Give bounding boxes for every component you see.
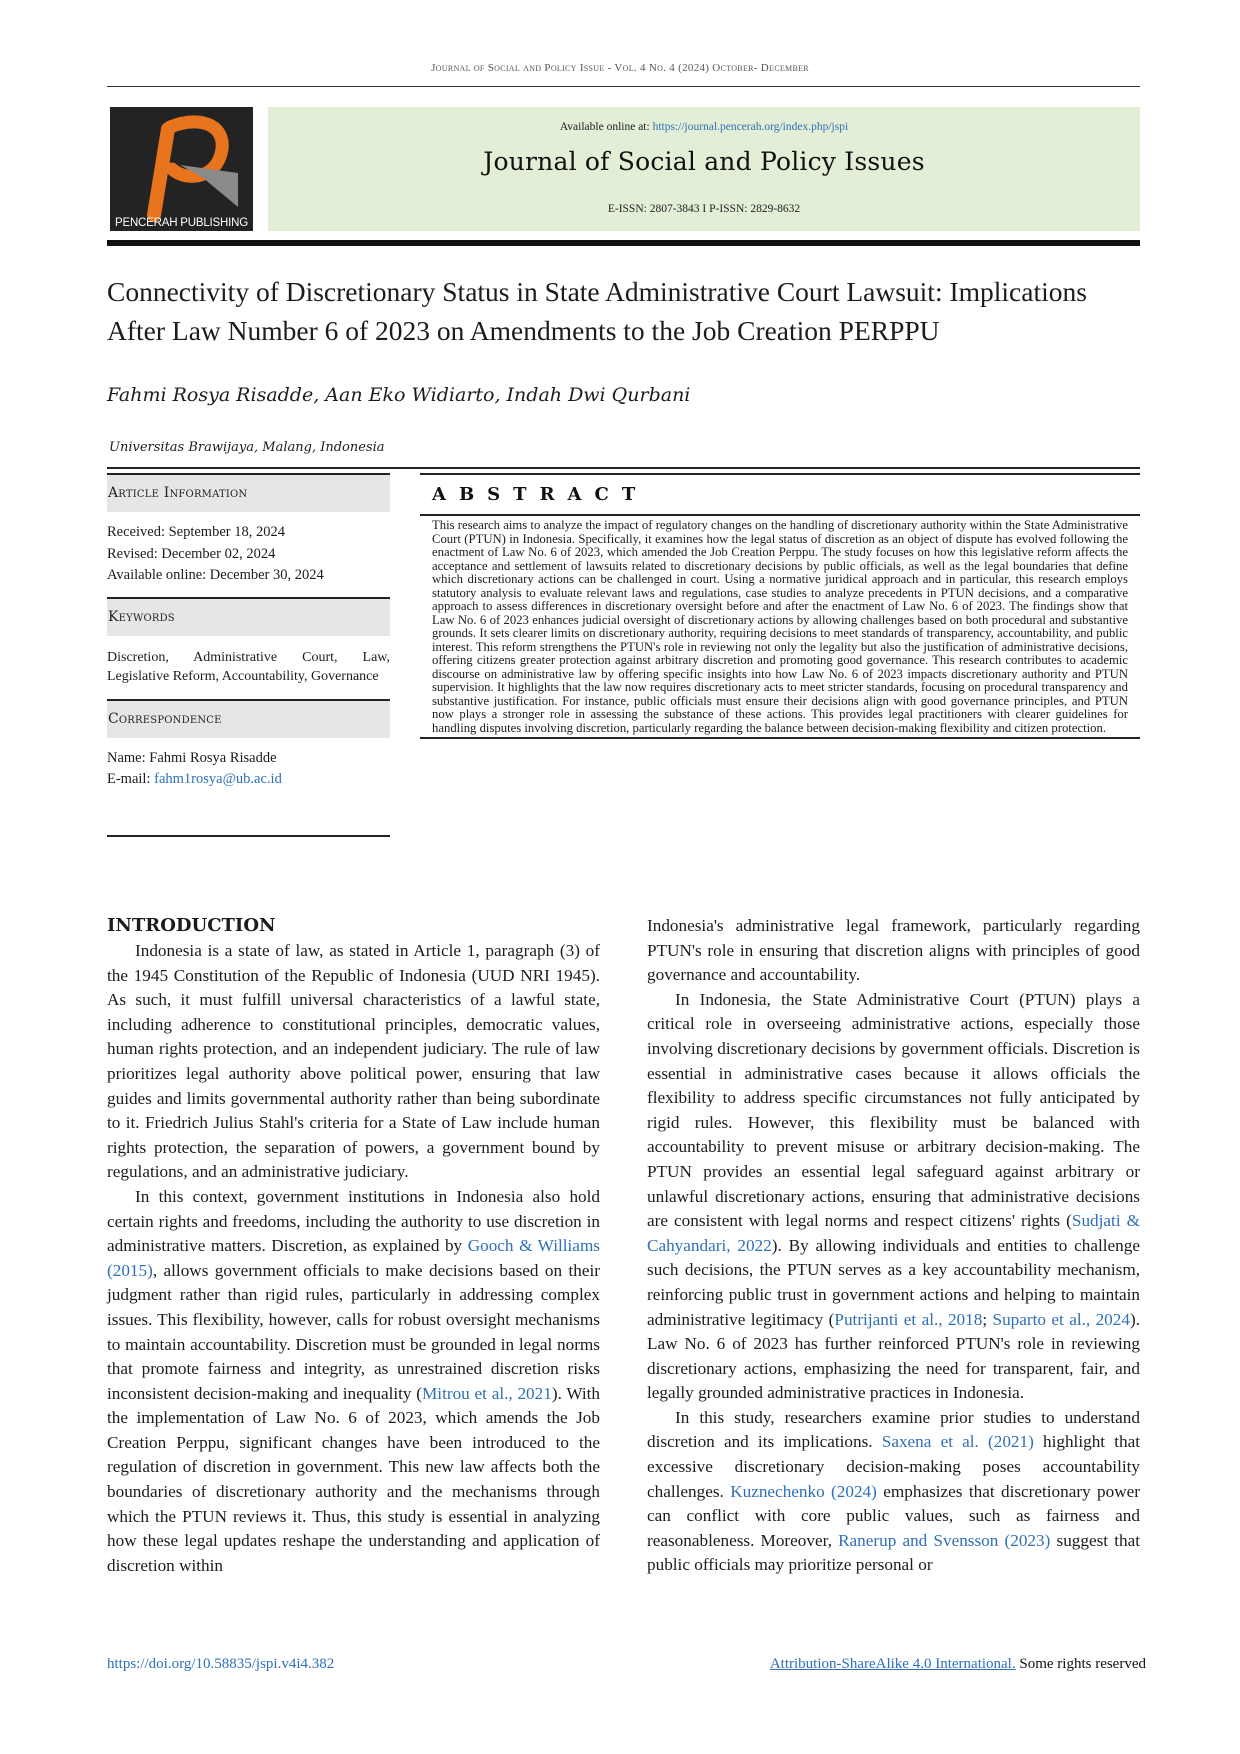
citation-link[interactable]: Gooch & Williams (2015) bbox=[107, 1236, 600, 1280]
license-link[interactable]: Attribution-ShareAlike 4.0 International. bbox=[769, 1656, 1016, 1672]
body-column-right bbox=[647, 914, 1140, 1578]
keywords-heading: Keywords bbox=[107, 597, 390, 636]
affiliation-rule bbox=[107, 467, 1140, 469]
doi-link[interactable]: https://doi.org/10.58835/jspi.v4i4.382 bbox=[107, 1656, 335, 1672]
corr-email-row: E-mail: fahm1rosya@ub.ac.id bbox=[107, 771, 282, 787]
publisher-name: PENCERAH PUBLISHING bbox=[115, 217, 248, 229]
journal-title: Journal of Social and Policy Issues bbox=[483, 147, 925, 176]
citation-link[interactable]: Suparto et al., 2024 bbox=[992, 1309, 1130, 1329]
abstract-bottom-rule bbox=[420, 737, 1140, 739]
revised-date: Revised: December 02, 2024 bbox=[107, 545, 276, 562]
introduction-heading: INTRODUCTION bbox=[107, 915, 276, 936]
authors: Fahmi Rosya Risadde, Aan Eko Widiarto, Indah Dwi Qurbani bbox=[107, 384, 691, 406]
abstract-text: This research aims to analyze the impact of regulatory changes on the handling of discretionary authority within the State Administrative Court (PTUN) in Indonesia. Specifically, it examines how the legal status of discretion as an object of dispute has evolved following the enactment of Law No. 6 of 2023, which amended the Job Creation Perppu. The study focuses on how this legislative reform affects the acceptance and settlement of lawsuits related to discretionary decisions by public officials, as well as the legal boundaries that define which discretionary actions can be challenged in court. Using a normative juridical approach and in particular, this research employs statutory analysis to evaluate relevant laws and regulations, case studies to analyze precedents in PTUN decisions, and a comparative approach to assess differences in discretionary oversight before and after the enactment of Law No. 6 of 2023. The findings show that Law No. 6 of 2023 enhances judicial oversight of discretionary actions by allowing challenges based on both procedural and substantive grounds. It sets clearer limits on discretionary authority, requiring decisions to meet standards of transparency, accountability, and public interest. This reform strengthens the PTUN's role in reviewing not only the legality but also the justification of administrative decisions, offering citizens greater protection against arbitrary discretion and promoting good governance. This research contributes to academic discourse on administrative law by offering specific insights into how Law No. 6 of 2023 impacts discretionary authority and PTUN supervision. It highlights that the law now requires discretionary acts to meet stricter standards, focusing on procedural transparency and substantive justification. For instance, public officials must ensure their decisions align with good governance principles, and PTUN now plays a stronger role in assessing the substance of these actions. This provides legal practitioners with clearer guidelines for handling disputes involving discretion, particularly regarding the balance between decision-making flexibility and citizen protection. bbox=[432, 518, 1128, 735]
corr-email-link[interactable]: fahm1rosya@ub.ac.id bbox=[154, 771, 282, 787]
citation-link[interactable]: Ranerup and Svensson (2023) bbox=[838, 1530, 1051, 1550]
journal-url-link[interactable]: https://journal.pencerah.org/index.php/jspi bbox=[652, 121, 849, 133]
intro-paragraph-4: In Indonesia, the State Administrative Court (PTUN) plays a critical role in overseeing administrative actions, especially those involving discretionary decisions by government officials. Discretion is essential in administrative cases because it allows officials the flexibility to address specific circumstances not fully anticipated by rigid rules. However, this flexibility must be balanced with accountability to prevent misuse or arbitrary decision-making. The PTUN provides an essential legal safeguard against arbitrary or unlawful discretionary actions, ensuring that administrative decisions are consistent with legal norms and respect citizens' rights (Sudjati & Cahyandari, 2022). By allowing individuals and entities to challenge such decisions, the PTUN serves as a key accountability mechanism, reinforcing public trust in government actions and helping to maintain administrative legitimacy (Putrijanti et al., 2018; Suparto et al., 2024). Law No. 6 of 2023 has further reinforced PTUN's role in reviewing discretionary actions, emphasizing the need for transparent, fair, and legally grounded administrative practices in Indonesia. bbox=[647, 989, 1140, 1403]
keywords-body: Discretion, Administrative Court, Law, Legislative Reform, Accountability, Governance bbox=[107, 649, 390, 684]
publisher-logo bbox=[110, 107, 253, 231]
citation-link[interactable]: Kuznechenko (2024) bbox=[730, 1481, 877, 1501]
article-info-heading: Article Information bbox=[107, 473, 390, 512]
intro-paragraph-3: Indonesia's administrative legal framework, particularly regarding PTUN's role in ensuring that discretion aligns with principles of good governance and accountability. bbox=[647, 916, 1140, 985]
abstract-heading: ABSTRACT bbox=[420, 473, 1140, 514]
affiliation: Universitas Brawijaya, Malang, Indonesia bbox=[109, 440, 385, 455]
issn: E-ISSN: 2807-3843 I P-ISSN: 2829-8632 bbox=[607, 203, 801, 215]
article-title: Connectivity of Discretionary Status in State Administrative Court Lawsuit: Implications After Law Number 6 of 2023 on Amendments to the Job Creation PERPPU bbox=[107, 276, 1087, 346]
running-head: Journal of Social and Policy Issue - Vol. 4 No. 4 (2024) October- December bbox=[431, 62, 809, 74]
article-info-body bbox=[107, 512, 390, 597]
article-sidebar bbox=[107, 473, 390, 837]
masthead-rule bbox=[107, 240, 1140, 246]
pencerah-logo-icon bbox=[110, 107, 253, 231]
citation-link[interactable]: Saxena et al. (2021) bbox=[881, 1432, 1034, 1452]
license-footer: Attribution-ShareAlike 4.0 International. Some rights reserved bbox=[769, 1656, 1146, 1672]
intro-paragraph-5: In this study, researchers examine prior studies to understand discretion and its implications. Saxena et al. (2021) highlight that excessive discretionary decision-making poses accountability challenges. Kuznechenko (2024) emphasizes that discretionary power can conflict with core public values, such as fairness and reasonableness. Moreover, Ranerup and Svensson (2023) suggest that public officials may prioritize personal or bbox=[647, 1407, 1141, 1575]
journal-masthead bbox=[268, 107, 1140, 231]
abstract-section bbox=[420, 473, 1140, 739]
corr-name: Name: Fahmi Rosya Risadde bbox=[107, 749, 277, 766]
sidebar-bottom-rule bbox=[107, 835, 390, 837]
available-date: Available online: December 30, 2024 bbox=[107, 567, 324, 583]
correspondence-heading: Correspondence bbox=[107, 699, 390, 738]
received-date: Received: September 18, 2024 bbox=[107, 524, 285, 540]
correspondence-body bbox=[107, 738, 390, 835]
intro-paragraph-1: Indonesia is a state of law, as stated in Article 1, paragraph (3) of the 1945 Constitution of the Republic of Indonesia (UUD NRI 1945). As such, it must fulfill universal characteristics of a lawful state, including adherence to constitutional principles, democratic values, human rights protection, and an independent judiciary. The rule of law prioritizes legal authority above political power, ensuring that law guides and limits governmental authority rather than being subordinate to it. Friedrich Julius Stahl's criteria for a State of Law include human rights protection, the separation of powers, a government bound by regulations, and an administrative judiciary. bbox=[107, 941, 600, 1182]
citation-link[interactable]: Putrijanti et al., 2018 bbox=[834, 1309, 983, 1329]
intro-paragraph-2: In this context, government institutions in Indonesia also hold certain rights and freedoms, including the authority to use discretion in administrative matters. Discretion, as explained by Gooch & Williams (2015), allows government officials to make decisions based on their judgment rather than rigid rules, particularly in addressing complex issues. This flexibility, however, calls for robust oversight mechanisms to maintain accountability. Discretion must be grounded in legal norms that promote fairness and integrity, as unrestrained discretion risks inconsistent decision-making and inequality (Mitrou et al., 2021). With the implementation of Law No. 6 of 2023, which amends the Job Creation Perppu, significant changes have been introduced to the regulation of discretion in government. This new law affects both the boundaries of discretionary authority and the mechanisms through which the PTUN reviews it. Thus, this study is essential in analyzing how these legal updates reshape the understanding and application of discretion within bbox=[107, 1186, 600, 1575]
body-column-left bbox=[107, 914, 600, 1578]
citation-link[interactable]: Sudjati & Cahyandari, 2022 bbox=[647, 1211, 1140, 1255]
available-online: Available online at: https://journal.pencerah.org/index.php/jspi bbox=[559, 121, 849, 133]
top-rule bbox=[107, 86, 1140, 87]
citation-link[interactable]: Mitrou et al., 2021 bbox=[422, 1383, 552, 1403]
